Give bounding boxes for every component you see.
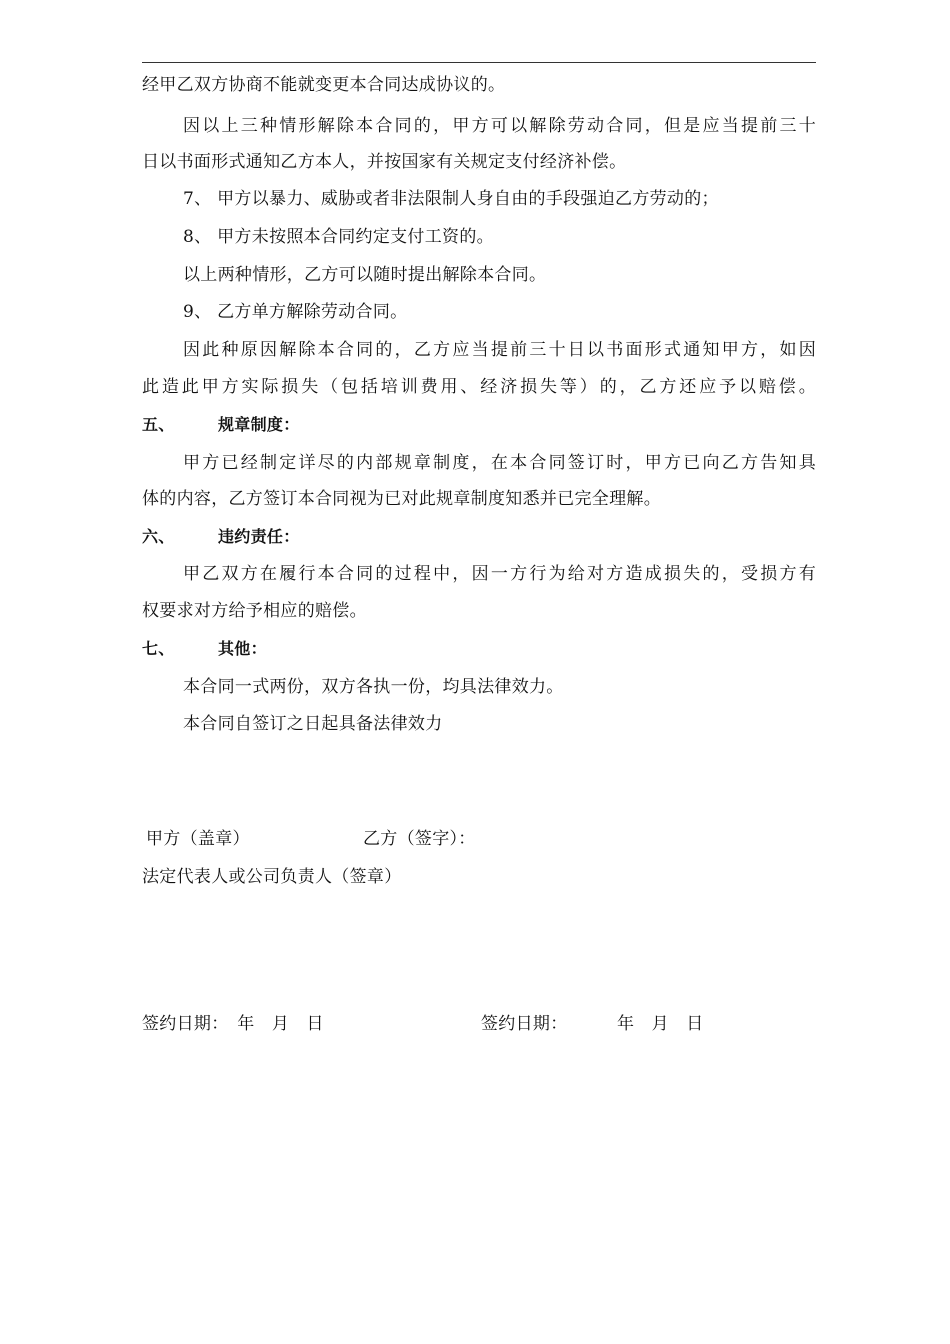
party-b-sign-label: 乙方（签字）： <box>363 829 476 849</box>
body-line: 此造此甲方实际损失（包括培训费用、经济损失等）的，乙方还应予以赔偿。 <box>142 377 816 397</box>
body-line: 本合同自签订之日起具备法律效力 <box>183 714 443 734</box>
section-heading-5 <box>142 413 816 437</box>
body-line: 因此种原因解除本合同的，乙方应当提前三十日以书面形式通知甲方，如因 <box>183 340 816 360</box>
body-line: 权要求对方给予相应的赔偿。 <box>142 601 367 621</box>
section-number: 七、 <box>142 639 175 658</box>
body-line: 因以上三种情形解除本合同的，甲方可以解除劳动合同，但是应当提前三十 <box>183 116 816 136</box>
section-heading-7 <box>142 637 816 661</box>
body-line: 以上两种情形，乙方可以随时提出解除本合同。 <box>183 265 547 285</box>
list-item-9: 9、 乙方单方解除劳动合同。 <box>183 302 408 322</box>
section-title: 违约责任： <box>218 527 300 546</box>
list-item-7: 7、 甲方以暴力、威胁或者非法限制人身自由的手段强迫乙方劳动的； <box>183 189 719 209</box>
section-number: 六、 <box>142 527 175 546</box>
header-rule <box>142 62 816 63</box>
party-b-date-value: 年 月 日 <box>617 1014 704 1034</box>
section-title: 规章制度： <box>218 415 300 434</box>
body-line: 本合同一式两份，双方各执一份，均具法律效力。 <box>183 677 564 697</box>
body-line: 经甲乙双方协商不能就变更本合同达成协议的。 <box>142 75 506 95</box>
party-a-seal-label: 甲方（盖章） <box>146 829 250 849</box>
section-title: 其他： <box>218 639 267 658</box>
party-b-date-label: 签约日期： <box>481 1014 568 1034</box>
list-item-8: 8、 甲方未按照本合同约定支付工资的。 <box>183 227 494 247</box>
body-line: 甲方已经制定详尽的内部规章制度，在本合同签订时，甲方已向乙方告知具 <box>183 453 816 473</box>
body-line: 日以书面形式通知乙方本人，并按国家有关规定支付经济补偿。 <box>142 152 627 172</box>
party-a-date-label: 签约日期： 年 月 日 <box>142 1014 324 1034</box>
legal-representative-label: 法定代表人或公司负责人（签章） <box>142 867 402 887</box>
section-heading-6 <box>142 525 816 549</box>
section-number: 五、 <box>142 415 175 434</box>
body-line: 体的内容，乙方签订本合同视为已对此规章制度知悉并已完全理解。 <box>142 489 661 509</box>
body-line: 甲乙双方在履行本合同的过程中，因一方行为给对方造成损失的，受损方有 <box>183 564 816 584</box>
